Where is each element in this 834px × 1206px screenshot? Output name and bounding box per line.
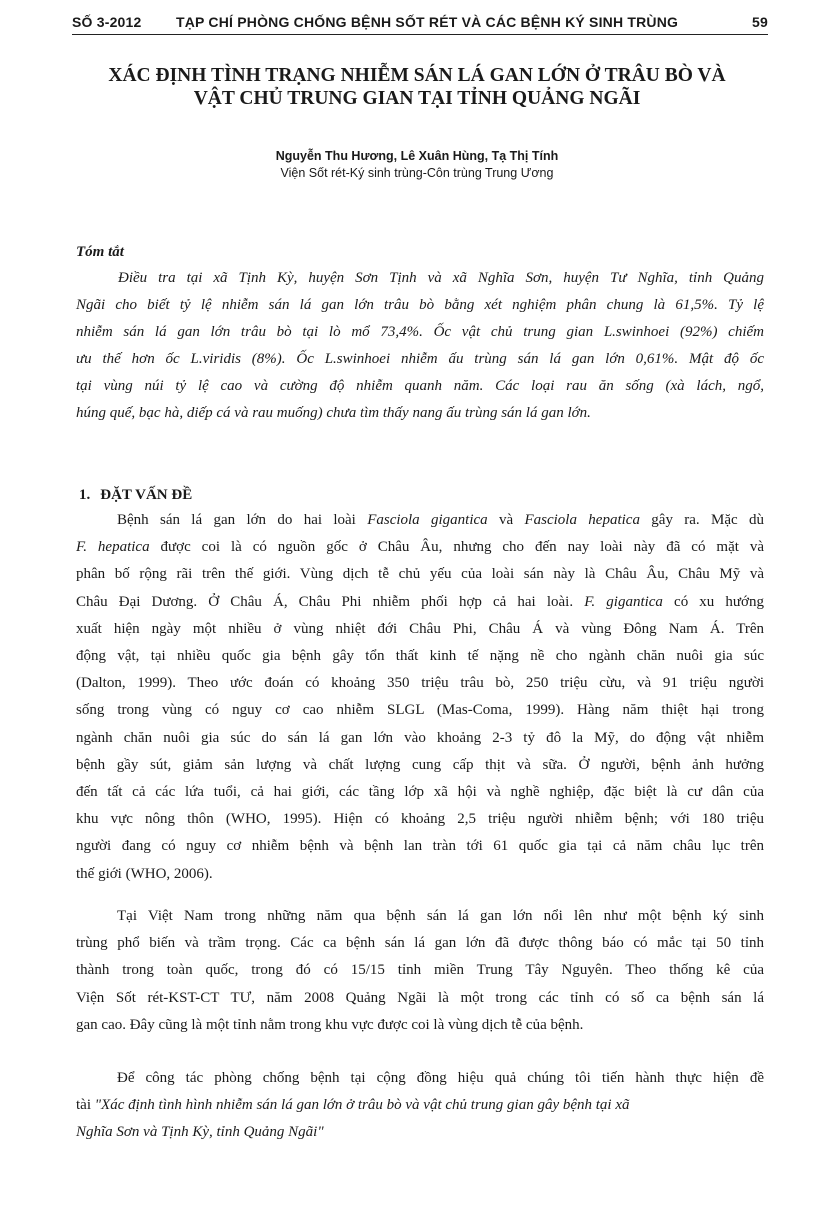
abstract-line: Điều tra tại xã Tịnh Kỳ, huyện Sơn Tịnh và xã Nghĩa Sơn, huyện Tư Nghĩa, tỉnh Quảng — [118, 270, 764, 286]
section-title: ĐẶT VẤN ĐỀ — [100, 487, 193, 503]
issue-number: SỐ 3-2012 — [72, 14, 142, 30]
body-line: F. hepatica được coi là có nguồn gốc ở Châu Âu, nhưng cho đến nay loài này đã có mặt và — [76, 539, 764, 556]
body-line: bệnh gầy sút, giảm sản lượng và chất lượng cung cấp thịt và sữa. Ở người, bệnh ảnh hưởng — [76, 756, 764, 773]
header-rule — [72, 34, 768, 35]
study-title-text: "Xác định tình hình nhiễm sán lá gan lớn ở trâu bò và vật chủ trung gian gây bệnh tại xã — [94, 1097, 630, 1113]
body-line: Để công tác phòng chống bệnh tại cộng đồng hiệu quả chúng tôi tiến hành thực hiện đề — [117, 1070, 764, 1086]
section-heading — [79, 487, 192, 504]
body-line — [76, 1097, 630, 1114]
body-line: người đang có nguy cơ nhiễm bệnh và bệnh lan tràn tới 61 quốc gia tại cả năm châu lục trên — [76, 838, 764, 855]
body-line: ngành chăn nuôi gia súc do sán lá gan lớn vào khoảng 2-3 tỷ đô la Mỹ, do động vật nhiễm — [76, 729, 764, 746]
author-affiliation: Viện Sốt rét-Ký sinh trùng-Côn trùng Trung Ương — [280, 166, 554, 180]
body-line: thành trong toàn quốc, trong đó có 15/15 tỉnh miền Trung Tây Nguyên. Theo thống kê của — [76, 962, 764, 979]
body-line: (Dalton, 1999). Theo ước đoán có khoảng 350 triệu trâu bò, 250 triệu cừu, và 91 triệu người — [76, 675, 764, 692]
article-title — [60, 64, 774, 110]
abstract-line: nhiễm sán lá gan lớn trâu bò tại lò mổ 73,4%. Ốc vật chủ trung gian L.swinhoei (92%) chiếm — [76, 324, 764, 340]
body-line: Tại Việt Nam trong những năm qua bệnh sán lá gan lớn nổi lên như một bệnh ký sinh — [117, 908, 764, 924]
body-line: Viện Sốt rét-KST-CT TƯ, năm 2008 Quảng Ngãi là một trong các tỉnh có số ca bệnh sán lá — [76, 989, 764, 1006]
abstract-line: tại vùng núi tỷ lệ cao và cường độ nhiễm quanh năm. Các loại rau ăn sống (xà lách, ngổ, — [76, 378, 764, 394]
abstract-line: ưu thế hơn ốc L.viridis (8%). Ốc L.swinhoei nhiễm ấu trùng sán lá gan lớn 0,61%. Mật độ ốc — [76, 351, 764, 367]
title-line: XÁC ĐỊNH TÌNH TRẠNG NHIỄM SÁN LÁ GAN LỚN Ở TRÂU BÒ VÀ — [108, 65, 726, 86]
journal-name: TẠP CHÍ PHÒNG CHỐNG BỆNH SỐT RÉT VÀ CÁC BỆNH KÝ SINH TRÙNG — [176, 14, 679, 30]
abstract-line: Ngãi cho biết tỷ lệ nhiễm sán lá gan lớn trâu bò bằng xét nghiệm phân chung là 61,5%. Tỷ lệ — [76, 297, 764, 313]
body-text: tài — [76, 1097, 95, 1113]
body-line: trùng phổ biến và trầm trọng. Các ca bệnh sán lá gan lớn đã được thông báo có mắc tại 50 tỉnh — [76, 935, 764, 952]
body-line: xuất hiện ngày một nhiều ở vùng nhiệt đới Châu Phi, Châu Á và vùng Đông Nam Á. Trên — [76, 620, 764, 637]
author-block — [160, 148, 674, 182]
abstract-line: húng quế, bạc hà, diếp cá và rau muống) chưa tìm thấy nang ấu trùng sán lá gan lớn. — [76, 405, 591, 421]
body-line: động vật, tại nhiều quốc gia bệnh gây tổn thất kinh tế nặng nề cho ngành chăn nuôi gia súc — [76, 648, 764, 664]
body-line: thế giới (WHO, 2006). — [76, 865, 213, 882]
body-line: sống trong vùng có nguy cơ cao nhiễm SLGL (Mas-Coma, 1999). Hàng năm thiệt hại trong — [76, 702, 764, 719]
abstract-heading: Tóm tắt — [76, 244, 124, 260]
title-line: VẬT CHỦ TRUNG GIAN TẠI TỈNH QUẢNG NGÃI — [193, 88, 641, 109]
body-line: Nghĩa Sơn và Tịnh Kỳ, tỉnh Quảng Ngãi" — [76, 1124, 324, 1140]
body-line: đến tất cả các lứa tuổi, cả hai giới, các tầng lớp xã hội và nghề nghiệp, đặc biệt là cư dân của — [76, 784, 764, 800]
body-line: gan cao. Đây cũng là một tỉnh nằm trong khu vực được coi là vùng dịch tễ của bệnh. — [76, 1016, 584, 1033]
page-number: 59 — [752, 14, 768, 30]
body-line: Bệnh sán lá gan lớn do hai loài Fasciola gigantica và Fasciola hepatica gây ra. Mặc dù — [117, 512, 764, 528]
author-names: Nguyễn Thu Hương, Lê Xuân Hùng, Tạ Thị Tính — [275, 149, 559, 163]
body-line: phân bố rộng rãi trên thế giới. Vùng dịch tễ chủ yếu của loài sán này là Châu Âu, Châu Mỹ và — [76, 566, 764, 583]
body-line: Châu Đại Dương. Ở Châu Á, Châu Phi nhiễm phối hợp cả hai loài. F. gigantica có xu hướng — [76, 593, 764, 610]
section-number: 1. — [79, 487, 91, 503]
body-line: khu vực nông thôn (WHO, 1995). Hiện có khoảng 2,5 triệu người nhiễm bệnh; với 180 triệu — [76, 811, 764, 828]
